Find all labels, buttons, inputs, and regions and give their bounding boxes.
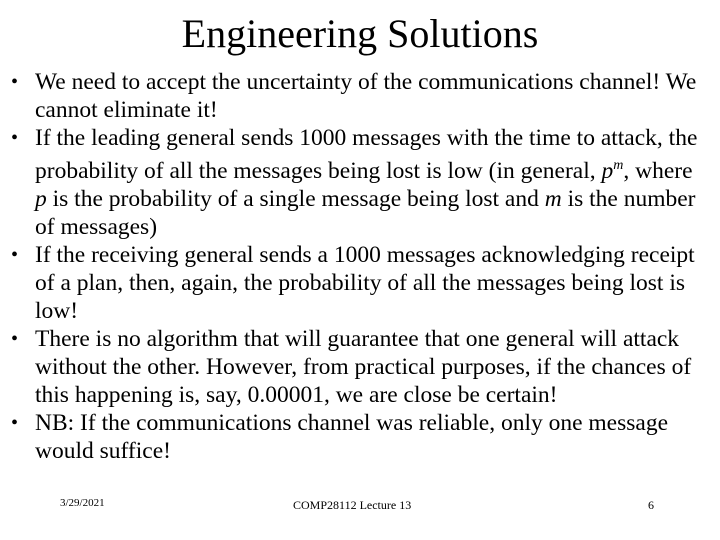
bullet-text: NB: If the communications channel was reliable, only one message would suffice! <box>35 409 669 464</box>
bullet-item <box>9 241 709 325</box>
bullet-icon: • <box>11 327 19 350</box>
bullet-text: There is no algorithm that will guarantee that one general will attack without the other. However, from practical purposes, if the chances of this happening is, say, 0.00001, we are close be certain! <box>35 325 692 408</box>
bullet-text: If the receiving general sends a 1000 messages acknowledging receipt of a plan, then, again, the probability of all the messages being lost is low! <box>35 241 695 324</box>
footer-course: COMP28112 Lecture 13 <box>293 498 412 512</box>
bullet-icon: • <box>11 127 19 149</box>
bullet-icon: • <box>11 243 19 266</box>
bullet-item <box>9 325 709 409</box>
bullet-text: We need to accept the uncertainty of the communications channel! We cannot eliminate it! <box>35 69 697 123</box>
bullet-item <box>9 124 709 241</box>
footer-date: 3/29/2021 <box>60 497 105 509</box>
bullet-text: If the leading general sends 1000 messages with the time to attack, the probability of all the messages being lost is low (in general, $p^m$, where p is the probability of a single message being lost and m is the number of messages) <box>35 125 698 240</box>
bullet-icon: • <box>11 411 19 434</box>
bullet-list <box>9 68 709 465</box>
bullet-item <box>9 409 709 465</box>
footer-page-number: 6 <box>648 498 654 512</box>
bullet-icon: • <box>11 71 19 93</box>
slide-title: Engineering Solutions <box>181 11 539 56</box>
bullet-item <box>9 68 709 124</box>
